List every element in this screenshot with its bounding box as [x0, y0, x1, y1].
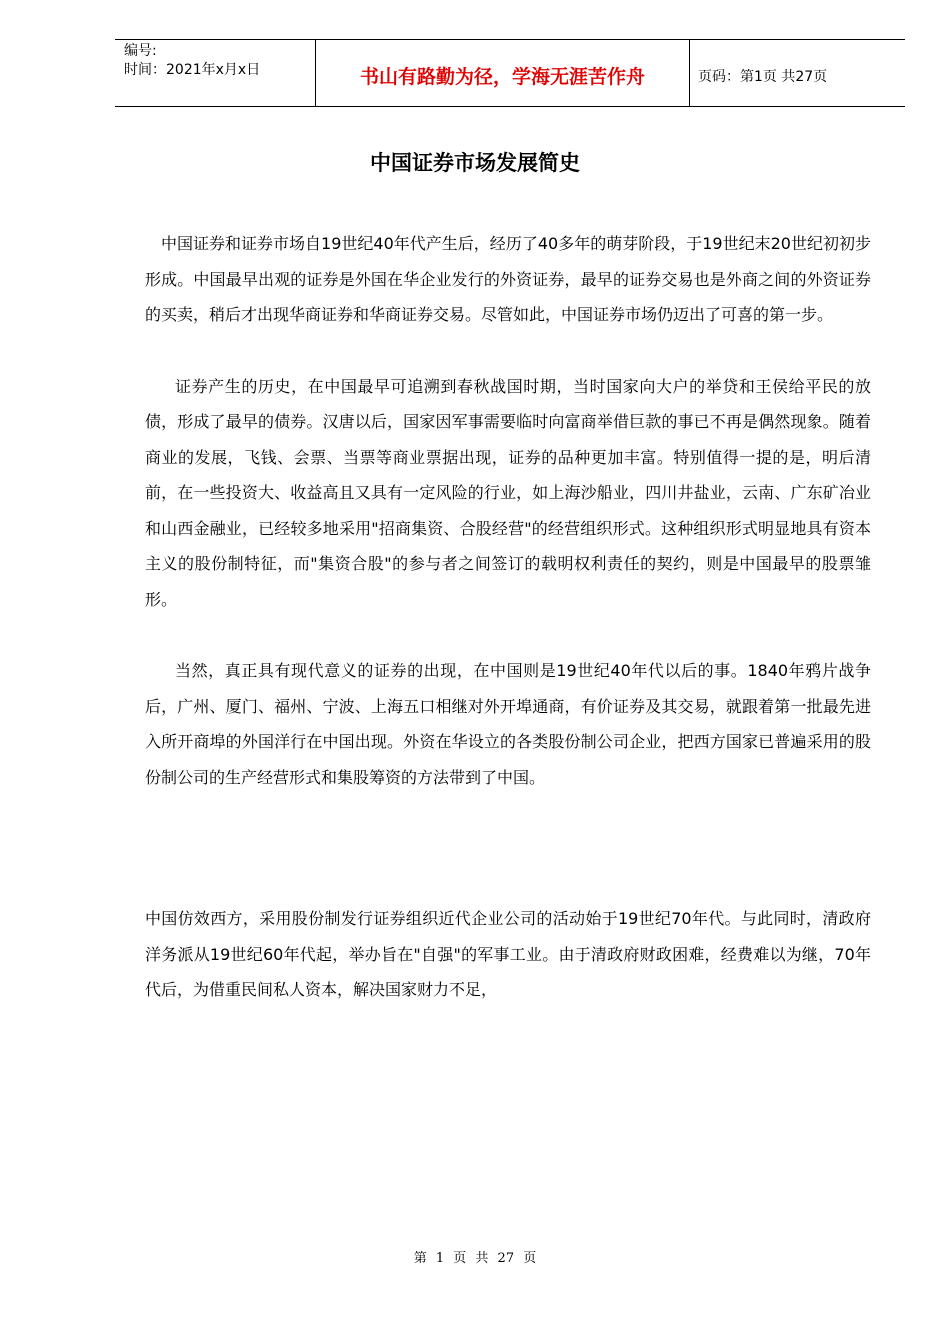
body-paragraph: 中国仿效西方，采用股份制发行证券组织近代企业公司的活动始于19世纪70年代。与此同时，清政府洋务派从19世纪60年代起，举办旨在"自强"的军事工业。由于清政府财政困难，经费难以为继，70年代后，为借重民间私人资本，解决国家财力不足，	[145, 909, 871, 999]
document-time-label: 时间：2021年x月x日	[124, 62, 261, 78]
header-motto-cell	[316, 40, 690, 106]
body-paragraph: 中国证券和证券市场自19世纪40年代产生后，经历了40多年的萌芽阶段，于19世纪末20世纪初初步形成。中国最早出观的证券是外国在华企业发行的外资证券，最早的证券交易也是外商之间的外资证券的买卖，稍后才出现华商证券和华商证券交易。尽管如此，中国证券市场仍迈出了可喜的第一步。	[145, 234, 871, 324]
header-motto: 书山有路勤为径，学海无涯苦作舟	[359, 66, 645, 88]
document-title: 中国证券市场发展简史	[370, 151, 580, 175]
page-footer: 第 1 页 共 27 页	[413, 1251, 537, 1266]
document-code-label: 编号:	[124, 43, 157, 59]
header-page-cell	[690, 40, 905, 106]
body-paragraph: 证券产生的历史，在中国最早可追溯到春秋战国时期，当时国家向大户的举贷和王侯给平民的放债，形成了最早的债券。汉唐以后，国家因军事需要临时向富商举借巨款的事已不再是偶然现象。随着商业的发展，飞钱、会票、当票等商业票据出现，证券的品种更加丰富。特别值得一提的是，明后清前，在一些投资大、收益高且又具有一定风险的行业，如上海沙船业，四川井盐业，云南、广东矿冶业和山西金融业，已经较多地采用"招商集资、合股经营"的经营组织形式。这种组织形式明显地具有资本主义的股份制特征，而"集资合股"的参与者之间签订的载明权利责任的契约，则是中国最早的股票雏形。	[145, 376, 871, 609]
body-paragraph: 当然，真正具有现代意义的证券的出现，在中国则是19世纪40年代以后的事。1840年鸦片战争后，广州、厦门、福州、宁波、上海五口相继对外开埠通商，有价证券及其交易，就跟着第一批最先进入所开商埠的外国洋行在中国出现。外资在华设立的各类股份制公司企业，把西方国家已普遍采用的股份制公司的生产经营形式和集股筹资的方法带到了中国。	[145, 661, 871, 787]
header-page-info: 页码：第1页 共27页	[698, 69, 828, 85]
document-body	[145, 226, 871, 1008]
header-meta-cell	[115, 40, 316, 106]
document-header	[115, 39, 905, 107]
